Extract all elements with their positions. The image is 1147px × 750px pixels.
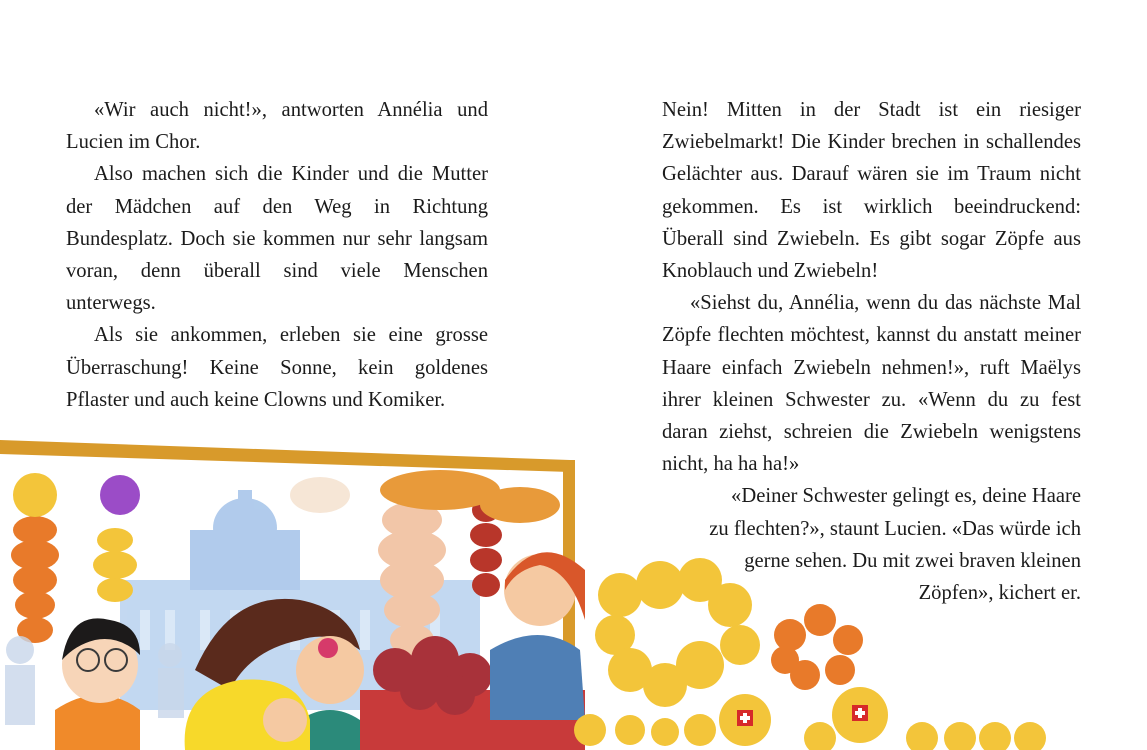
paragraph: «Wir auch nicht!», antworten Annélia und Lucien im Chor. (66, 99, 488, 154)
paragraph: «Deiner Schwester gelingt es, deine Haare zu flechten?», staunt Lucien. «Das würde ich gerne sehen. Du mit zwei braven kleinen Zöpfen», kichert er. (709, 485, 1081, 605)
onion-market-illustration (0, 420, 1147, 750)
paragraph: Also machen sich die Kinder und die Mutter der Mädchen auf den Weg in Richtung Bundesplatz. Doch sie kommen nur sehr langsam voran, denn überall sind viele Menschen unterwegs. (66, 163, 488, 315)
paragraph: «Siehst du, Annélia, wenn du das nächste Mal Zöpfe flechten möchtest, kannst du anstatt meiner Haare einfach Zwiebeln nehmen!», ruft Maëlys ihrer kleinen Schwester zu. «Wenn du zu fest daran ziehst, schreien die Zwiebeln wenigstens nicht, ha ha ha!» (662, 292, 1081, 476)
left-text-column (66, 94, 488, 416)
onion-figures (574, 687, 1046, 750)
paragraph: Nein! Mitten in der Stadt ist ein riesiger Zwiebelmarkt! Die Kinder brechen in schallendes Gelächter aus. Darauf wären sie im Traum nicht gekommen. Es ist wirklich beeindruckend: Überall sind Zwiebeln. Es gibt sogar Zöpfe aus Knoblauch und Zwiebeln! (662, 99, 1081, 283)
onion-braids (595, 558, 863, 707)
paragraph: Als sie ankommen, erleben sie eine grosse Überraschung! Keine Sonne, kein goldenes Pflaster und auch keine Clowns und Komiker. (66, 324, 488, 411)
